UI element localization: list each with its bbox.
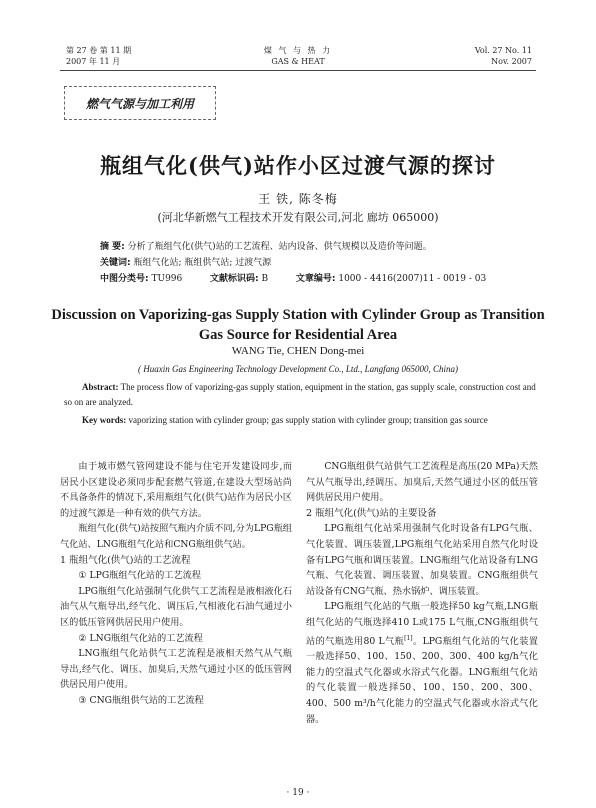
article-title-en: Discussion on Vaporizing-gas Supply Station with Cylinder Group as Transition Gas Source for Residential Area (51, 307, 545, 343)
subsection-heading-cng: ③ CNG瓶组供气站的工艺流程 (78, 694, 204, 706)
article-number-label: 文章编号: (295, 274, 336, 284)
paragraph: LNG瓶组气化站供气工艺流程是液相天然气从气瓶导出,经气化、调压、加臭后,天然气通过小区的低压管网供居民用户使用。 (60, 648, 292, 691)
keywords-cn-label: 关键词: (100, 258, 131, 268)
journal-name-cn: 煤 气 与 热 力 (263, 46, 333, 55)
keywords-en-text: vaporizing station with cylinder group; gas supply station with cylinder group; transition gas source (128, 415, 488, 425)
abstract-cn-text: 分析了瓶组气化(供气)站的工艺流程、站内设备、供气规模以及造价等问题。 (127, 242, 432, 252)
doc-code-label: 文献标识码: (210, 274, 259, 284)
volume-issue-text: 第 27 卷 第 11 期 (66, 46, 132, 55)
classification-line (100, 272, 540, 286)
subsection-heading-lng: ② LNG瓶组气化站的工艺流程 (78, 632, 203, 644)
issue-date-text: 2007 年 11 月 (66, 57, 121, 66)
journal-volume-en (475, 45, 532, 67)
keywords-cn (100, 256, 540, 270)
section-label: 燃气气源与加工利用 (85, 96, 194, 111)
article-title-cn: 瓶组气化(供气)站作小区过渡气源的探讨 (100, 153, 496, 178)
section-heading-2: 2 瓶组气化(供气)站的主要设备 (306, 507, 437, 519)
abstract-en (64, 380, 538, 410)
section-heading-1: 1 瓶组气化(供气)站的工艺流程 (60, 554, 191, 566)
authors-en: WANG Tie, CHEN Dong-mei (231, 345, 365, 357)
paragraph: CNG瓶组供气站供气工艺流程是高压(20 MPa)天然气从气瓶导出,经调压、加臭后,天然气通过小区的低压管网供居民用户使用。 (306, 461, 538, 504)
paragraph-text-a: LPG瓶组气化站的气瓶一般选择50 kg气瓶,LNG瓶组气化站的气瓶选择410 L或175 L气瓶,CNG瓶组供气站的气瓶选用80 L气瓶 (306, 601, 538, 647)
abstract-en-text: The process flow of vaporizing-gas supply station, equipment in the station, gas supply scale, construction cost and so on are analyzed. (64, 382, 536, 407)
body-left-column (60, 459, 292, 709)
paragraph-text-b: 。LPG瓶组气化站的气化装置一般选择50、100、150、200、300、400 kg/h气化能力的空温式气化器或水浴式气化器。LNG瓶组气化站的气化装置一般选择50、100、150、200、300、400、500 m³/h气化能力的空温式气化器或水浴式气化器。 (306, 635, 538, 725)
journal-name-en: GAS & HEAT (271, 57, 325, 66)
clc-label: 中图分类号: (100, 274, 149, 284)
keywords-en (64, 413, 538, 428)
keywords-cn-text: 瓶组气化站; 瓶组供气站; 过渡气源 (133, 258, 272, 268)
paragraph: LPG瓶组气化站强制气化供气工艺流程是液相液化石油气从气瓶导出,经气化、调压后,气相液化石油气通过小区的低压管网供居民用户使用。 (60, 585, 292, 628)
page-number: · 19 · (286, 788, 310, 798)
clc-value: TU996 (151, 274, 183, 284)
abstract-cn (100, 240, 540, 254)
citation-ref[interactable]: [1] (404, 634, 413, 642)
body-right-column (306, 459, 538, 727)
paragraph (306, 599, 538, 727)
authors-cn: 王 铁, 陈冬梅 (258, 192, 338, 206)
article-number-value: 1000 - 4416(2007)11 - 0019 - 03 (338, 274, 487, 284)
abstract-en-label: Abstract: (82, 382, 119, 392)
doc-code-value: B (261, 274, 269, 284)
affiliation-en: ( Huaxin Gas Engineering Technology Development Co., Ltd., Langfang 065000, China) (138, 364, 458, 374)
header-divider (60, 70, 536, 71)
paragraph: 由于城市燃气管网建设不能与住宅开发建设同步,而居民小区建设必须同步配套燃气管道,在建设大型场站尚不具备条件的情况下,采用瓶组气化(供气)站作为居民小区的过渡气源是一种有效的供气方法。 (60, 461, 292, 519)
abstract-cn-label: 摘 要: (100, 242, 125, 252)
date-en-text: Nov. 2007 (491, 57, 532, 66)
section-label-box (64, 86, 216, 120)
paragraph: LPG瓶组气化站采用强制气化时设备有LPG气瓶、气化装置、调压装置,LPG瓶组气化站采用自然气化时设备有LPG气瓶和调压装置。LNG瓶组气化站设备有LNG气瓶、气化装置、调压装置、加臭装置。CNG瓶组供气站设备有CNG气瓶、热水锅炉、调压装置。 (306, 523, 538, 597)
keywords-en-label: Key words: (82, 415, 127, 425)
subsection-heading-lpg: ① LPG瓶组气化站的工艺流程 (78, 570, 202, 582)
volume-en-text: Vol. 27 No. 11 (474, 46, 532, 55)
paragraph: 瓶组气化(供气)站按照气瓶内介质不同,分为LPG瓶组气化站、LNG瓶组气化站和CNG瓶组供气站。 (60, 523, 292, 550)
affiliation-cn: (河北华新燃气工程技术开发有限公司,河北 廊坊 065000) (157, 211, 439, 224)
